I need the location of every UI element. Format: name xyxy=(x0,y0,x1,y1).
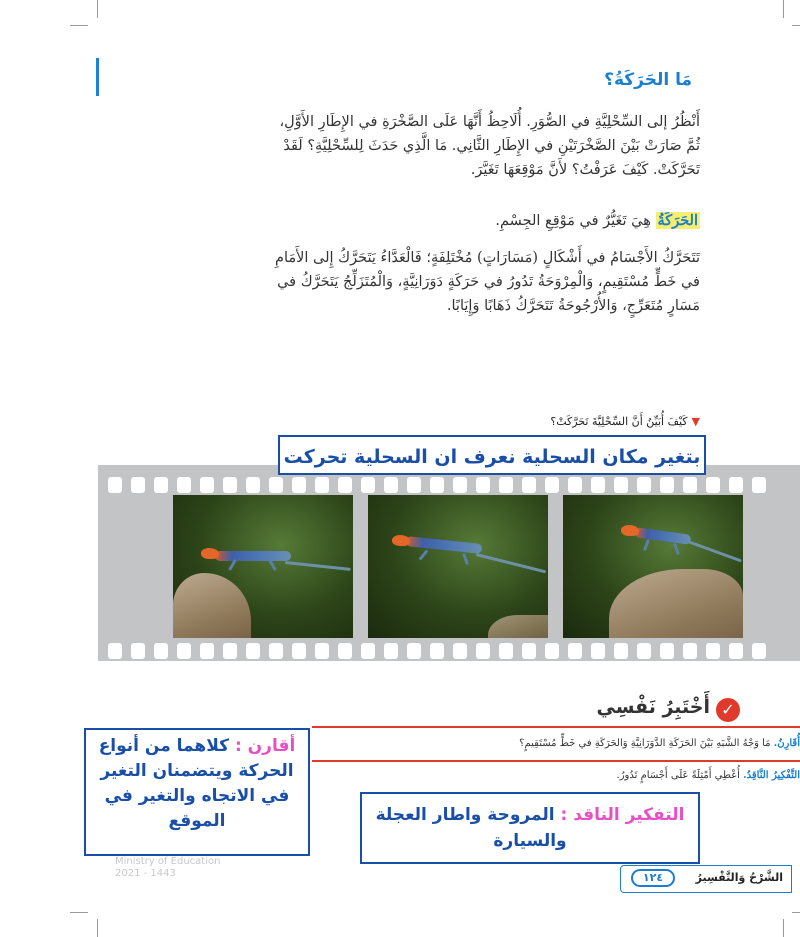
motion-line: تَتَحَرَّكُ الأَجْسَامُ في أَشْكَالٍ (مَسَارَاتٍ) مُخْتَلِفَةٍ؛ فَالْعَدَّاءُ يَتَحَرَّكُ إِلى الأَمَامِ xyxy=(274,250,700,266)
compare-answer-text: كلاهما من أنواع الحركة ويتضمنان التغير في الاتجاه والتغير في الموقع xyxy=(98,736,294,831)
critical-answer-box xyxy=(360,792,700,864)
watermark-line: 2021 - 1443 xyxy=(115,868,176,879)
section-label: الشَّرْحُ وَالتَّفْسِيرُ xyxy=(695,871,783,884)
crop-mark xyxy=(97,0,98,18)
compare-question xyxy=(312,738,800,749)
critical-answer-label: التفكير الناقد : xyxy=(560,805,685,825)
intro-line: أَنْظُرُ إلى السِّحْلِيَّةِ في الصُّوَرِ. أُلَاحِظُ أَنَّهَا عَلَى الصَّخْرَةِ في الإِطَارِ الأَوَّلِ، xyxy=(279,114,700,130)
page-footer xyxy=(620,865,792,893)
crop-mark xyxy=(783,0,784,18)
intro-line: تَحَرَّكَتْ. كَيْفَ عَرَفْتُ؟ لأَنَّ مَوْقِعَهَا تَغَيَّرَ. xyxy=(470,162,700,178)
critical-text: أُعْطِي أَمْثِلَةً عَلَى أَجْسَامٍ تَدُورُ. xyxy=(616,770,740,781)
definition xyxy=(495,212,700,229)
lizard-photo-frame-1 xyxy=(173,495,353,638)
motion-paragraph xyxy=(100,246,700,318)
watermark-line: Ministry of Education xyxy=(115,856,221,867)
compare-answer-box xyxy=(84,728,310,856)
crop-mark xyxy=(70,912,88,913)
definition-text: هِيَ تَغَيُّرٌ في مَوْقِعِ الجِسْمِ. xyxy=(495,213,651,229)
section-heading: مَا الحَرَكَةُ؟ xyxy=(604,70,692,90)
compare-label: أُقَارِنُ. xyxy=(773,738,800,749)
film-strip xyxy=(98,465,800,661)
intro-paragraph xyxy=(100,110,700,182)
caption-answer-box: بتغير مكان السحلية نعرف ان السحلية تحركت xyxy=(278,435,706,475)
crop-mark xyxy=(783,919,784,937)
compare-text: مَا وَجْهُ الشَّبَهِ بَيْنَ الحَرَكَةِ الدَّوَرَانِيَّةِ وَالحَرَكَةِ في خَطٍّ مُسْتَقِيمٍ؟ xyxy=(519,738,771,749)
crop-mark xyxy=(792,912,800,913)
check-icon: ✓ xyxy=(716,698,740,722)
self-test-title: أَخْتَبِرُ نَفْسِي xyxy=(596,696,710,718)
crop-mark xyxy=(70,25,88,26)
rule-line xyxy=(312,726,800,728)
triangle-bullet-icon: ▼ xyxy=(691,415,700,428)
film-holes-bottom xyxy=(108,643,800,659)
margin-accent-bar xyxy=(96,58,99,96)
page-number: ١٢٤ xyxy=(631,869,675,887)
film-holes-top xyxy=(108,477,800,493)
crop-mark xyxy=(97,919,98,937)
critical-question xyxy=(312,770,800,781)
lizard-photo-frame-3 xyxy=(563,495,743,638)
compare-answer-label: أقارن : xyxy=(234,736,296,756)
motion-line: في خَطٍّ مُسْتَقِيمٍ، وَالْمِرْوَحَةُ تَدُورُ في حَرَكَةٍ دَوَرَانِيَّةٍ، وَالْمُتَزَلِّجُ يَتَحَرَّكُ في xyxy=(277,274,700,290)
watermark xyxy=(115,856,220,880)
intro-line: ثُمَّ صَارَتْ بَيْنَ الصَّخْرَتَيْنِ في الإِطَارِ الثَّانِي. مَا الَّذِي حَدَثَ لِلسِّحْلِيَّةِ؟ لَقَدْ xyxy=(283,138,700,154)
caption-text: كَيْفَ أُبَيِّنُ أَنَّ السِّحْلِيَّةَ تَحَرَّكَتْ؟ xyxy=(550,415,688,428)
crop-mark xyxy=(792,25,800,26)
motion-line: مَسَارٍ مُتَعَرِّجٍ، وَالأُرْجُوحَةُ تَتَحَرَّكُ ذَهَابًا وَإِيَابًا. xyxy=(446,298,700,314)
critical-label: التَّفْكِيرُ النَّاقِدُ. xyxy=(743,770,800,781)
critical-answer-text: المروحة واطار العجلة والسيارة xyxy=(375,805,567,851)
rule-line xyxy=(312,760,800,762)
definition-term: الحَرَكَةُ xyxy=(657,212,698,229)
lizard-photo-frame-2 xyxy=(368,495,548,638)
figure-caption xyxy=(550,415,700,428)
